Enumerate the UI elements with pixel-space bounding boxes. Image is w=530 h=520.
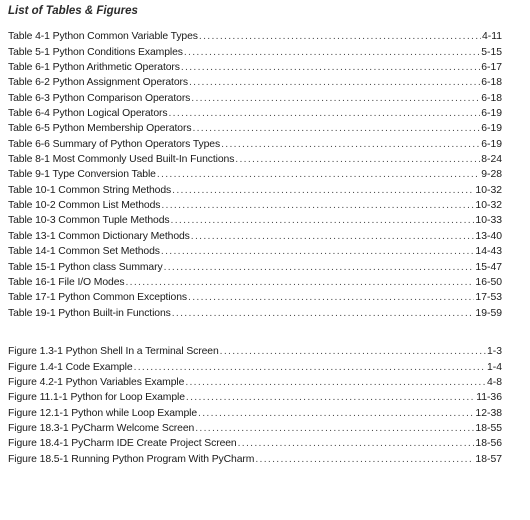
table-entry[interactable] bbox=[8, 59, 502, 74]
entry-title: Table 16-1 File I/O Modes bbox=[8, 276, 125, 288]
entry-page-number: 10-33 bbox=[475, 215, 502, 227]
table-entry[interactable] bbox=[8, 227, 502, 242]
entry-title: Table 10-1 Common String Methods bbox=[8, 184, 172, 196]
dot-leader bbox=[255, 454, 474, 466]
table-entry[interactable] bbox=[8, 212, 502, 227]
dot-leader bbox=[195, 423, 474, 435]
entry-title: Table 6-1 Python Arithmetic Operators bbox=[8, 62, 180, 74]
figure-entry[interactable] bbox=[8, 358, 502, 373]
dot-leader bbox=[191, 231, 475, 243]
dot-leader bbox=[184, 47, 480, 59]
dot-leader bbox=[172, 308, 475, 320]
entry-title: Table 15-1 Python class Summary bbox=[8, 261, 163, 273]
dot-leader bbox=[185, 377, 486, 389]
table-entry[interactable] bbox=[8, 120, 502, 135]
entry-page-number: 6-17 bbox=[481, 62, 502, 74]
entry-page-number: 9-28 bbox=[481, 169, 502, 181]
dot-leader bbox=[198, 408, 474, 420]
dot-leader bbox=[134, 362, 486, 374]
table-entry[interactable] bbox=[8, 197, 502, 212]
table-entry[interactable] bbox=[8, 151, 502, 166]
figure-entry[interactable] bbox=[8, 420, 502, 435]
entry-title: Figure 18.5-1 Running Python Program With PyCharm bbox=[8, 453, 255, 465]
entry-page-number: 4-8 bbox=[486, 377, 502, 389]
table-entry[interactable] bbox=[8, 43, 502, 58]
list-of-tables bbox=[8, 28, 502, 320]
entry-title: Figure 1.4-1 Code Example bbox=[8, 361, 133, 373]
entry-page-number: 15-47 bbox=[475, 261, 502, 273]
entry-title: Table 6-4 Python Logical Operators bbox=[8, 108, 168, 120]
entry-page-number: 11-36 bbox=[476, 392, 502, 404]
entry-title: Table 14-1 Common Set Methods bbox=[8, 246, 160, 258]
entry-page-number: 13-40 bbox=[475, 230, 502, 242]
page-heading: List of Tables & Figures bbox=[8, 5, 138, 17]
entry-title: Table 8-1 Most Commonly Used Built-In Functions bbox=[8, 154, 235, 166]
entry-title: Table 5-1 Python Conditions Examples bbox=[8, 46, 183, 58]
dot-leader bbox=[188, 292, 474, 304]
entry-title: Figure 11.1-1 Python for Loop Example bbox=[8, 392, 185, 404]
table-entry[interactable] bbox=[8, 181, 502, 196]
entry-title: Table 13-1 Common Dictionary Methods bbox=[8, 230, 190, 242]
table-entry[interactable] bbox=[8, 166, 502, 181]
table-entry[interactable] bbox=[8, 135, 502, 150]
figure-entry[interactable] bbox=[8, 343, 502, 358]
entry-title: Table 9-1 Type Conversion Table bbox=[8, 169, 156, 181]
dot-leader bbox=[168, 108, 480, 120]
table-entry[interactable] bbox=[8, 105, 502, 120]
table-entry[interactable] bbox=[8, 258, 502, 273]
figure-entry[interactable] bbox=[8, 389, 502, 404]
entry-page-number: 4-11 bbox=[481, 31, 502, 43]
dot-leader bbox=[161, 200, 474, 212]
entry-page-number: 10-32 bbox=[475, 184, 502, 196]
dot-leader bbox=[238, 438, 475, 450]
entry-title: Table 4-1 Python Common Variable Types bbox=[8, 31, 198, 43]
list-of-figures bbox=[8, 343, 502, 466]
dot-leader bbox=[199, 31, 481, 43]
table-entry[interactable] bbox=[8, 243, 502, 258]
entry-page-number: 6-19 bbox=[481, 123, 502, 135]
entry-page-number: 6-18 bbox=[481, 92, 502, 104]
entry-page-number: 14-43 bbox=[475, 246, 502, 258]
table-entry[interactable] bbox=[8, 74, 502, 89]
entry-page-number: 12-38 bbox=[475, 407, 502, 419]
dot-leader bbox=[191, 93, 480, 105]
entry-page-number: 18-56 bbox=[475, 438, 502, 450]
table-entry[interactable] bbox=[8, 28, 502, 43]
dot-leader bbox=[220, 346, 486, 358]
entry-title: Table 6-3 Python Comparison Operators bbox=[8, 92, 191, 104]
entry-page-number: 10-32 bbox=[475, 200, 502, 212]
entry-title: Table 6-5 Python Membership Operators bbox=[8, 123, 192, 135]
table-entry[interactable] bbox=[8, 89, 502, 104]
entry-page-number: 18-55 bbox=[475, 423, 502, 435]
table-entry[interactable] bbox=[8, 274, 502, 289]
dot-leader bbox=[171, 215, 475, 227]
figure-entry[interactable] bbox=[8, 450, 502, 465]
dot-leader bbox=[125, 277, 474, 289]
entry-title: Table 6-2 Python Assignment Operators bbox=[8, 77, 188, 89]
entry-page-number: 16-50 bbox=[475, 276, 502, 288]
dot-leader bbox=[157, 169, 480, 181]
entry-title: Table 10-2 Common List Methods bbox=[8, 200, 161, 212]
entry-title: Table 10-3 Common Tuple Methods bbox=[8, 215, 170, 227]
dot-leader bbox=[161, 246, 475, 258]
entry-page-number: 5-15 bbox=[481, 46, 502, 58]
dot-leader bbox=[181, 62, 480, 74]
entry-title: Figure 1.3-1 Python Shell In a Terminal Screen bbox=[8, 346, 219, 358]
entry-title: Table 19-1 Python Built-in Functions bbox=[8, 307, 171, 319]
dot-leader bbox=[164, 262, 475, 274]
entry-page-number: 6-19 bbox=[481, 138, 502, 150]
figure-entry[interactable] bbox=[8, 435, 502, 450]
entry-page-number: 1-4 bbox=[486, 361, 502, 373]
entry-page-number: 6-18 bbox=[481, 77, 502, 89]
entry-title: Figure 4.2-1 Python Variables Example bbox=[8, 377, 185, 389]
dot-leader bbox=[172, 185, 474, 197]
entry-title: Figure 18.3-1 PyCharm Welcome Screen bbox=[8, 423, 195, 435]
dot-leader bbox=[189, 77, 480, 89]
dot-leader bbox=[235, 154, 480, 166]
entry-page-number: 6-19 bbox=[481, 108, 502, 120]
table-entry[interactable] bbox=[8, 304, 502, 319]
entry-title: Figure 12.1-1 Python while Loop Example bbox=[8, 407, 198, 419]
entry-title: Figure 18.4-1 PyCharm IDE Create Project Screen bbox=[8, 438, 237, 450]
dot-leader bbox=[186, 392, 475, 404]
dot-leader bbox=[192, 123, 480, 135]
entry-page-number: 8-24 bbox=[481, 154, 502, 166]
entry-page-number: 18-57 bbox=[475, 453, 502, 465]
entry-page-number: 17-53 bbox=[475, 292, 502, 304]
entry-title: Table 17-1 Python Common Exceptions bbox=[8, 292, 188, 304]
figure-entry[interactable] bbox=[8, 404, 502, 419]
entry-page-number: 1-3 bbox=[486, 346, 502, 358]
entry-title: Table 6-6 Summary of Python Operators Types bbox=[8, 138, 221, 150]
entry-page-number: 19-59 bbox=[475, 307, 502, 319]
figure-entry[interactable] bbox=[8, 374, 502, 389]
dot-leader bbox=[221, 139, 480, 151]
table-entry[interactable] bbox=[8, 289, 502, 304]
